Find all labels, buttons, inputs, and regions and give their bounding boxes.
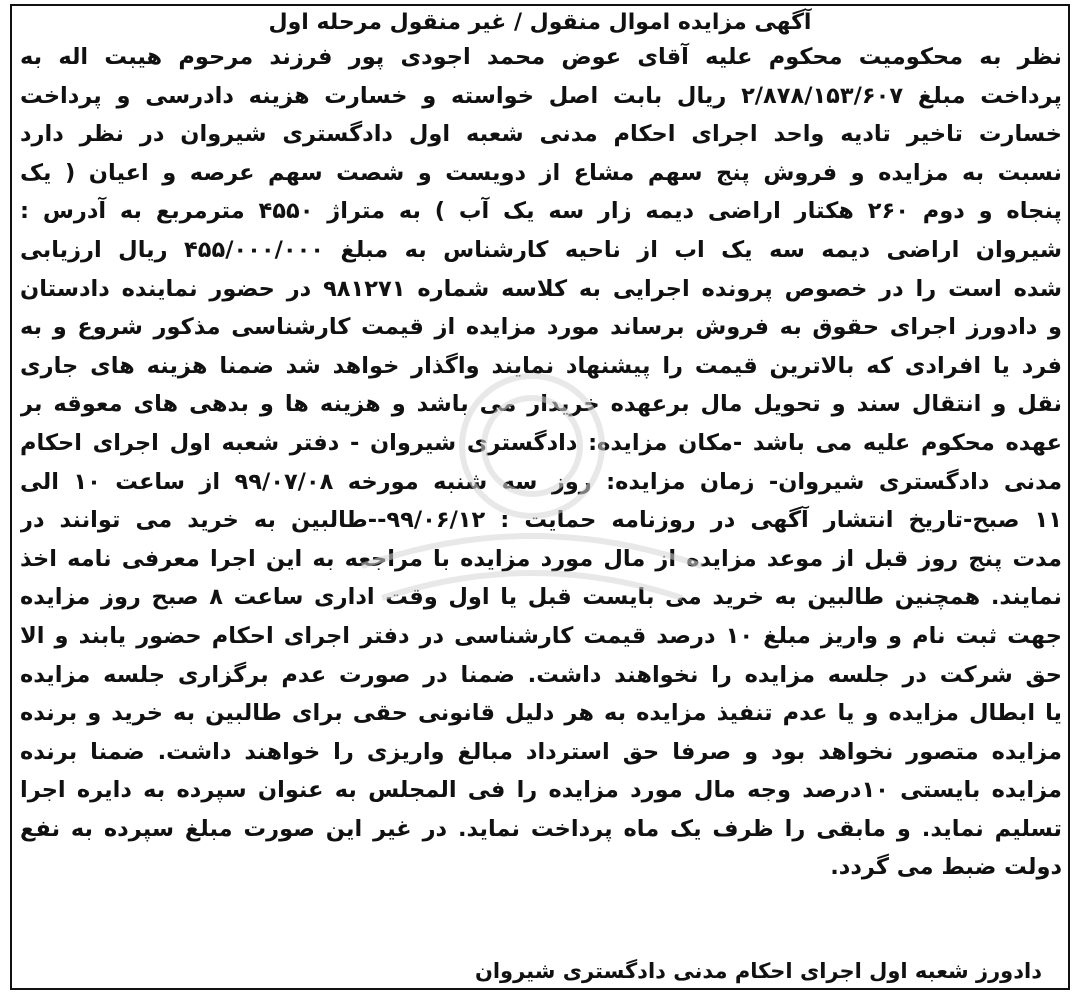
notice-line: نظر به محکومیت محکوم علیه آقای عوض محمد اجودی پور فرزند مرحوم هیبت اله به: [20, 44, 1062, 70]
notice-line: نسبت به مزایده و فروش پنج سهم مشاع از دویست و شصت سهم عرصه و اعیان ( یک: [20, 159, 1062, 186]
notice-line: عهده محکوم علیه می باشد -مکان مزایده: دادگستری شیروان - دفتر شعبه اول اجرای احکام: [20, 429, 1062, 456]
notice-line: فرد یا افرادی که بالاترین قیمت را پیشنهاد نمایند واگذار خواهد شد ضمنا هزینه های جاری: [20, 352, 1062, 379]
notice-line: مزایده بایستی ۱۰درصد وجه مال مورد مزایده را فی المجلس به عنوان سپرده به دایره اجرا: [20, 777, 1062, 804]
notice-line: جهت ثبت نام و واریز مبلغ ۱۰ درصد قیمت کارشناسی در دفتر اجرای احکام حضور یابند و الا: [20, 622, 1062, 649]
notice-line: حق شرکت در جلسه مزایده را نخواهند داشت. ضمنا در صورت عدم برگزاری جلسه مزایده: [20, 661, 1062, 688]
notice-line: پنجاه و دوم ۲۶۰ هکتار اراضی دیمه زار سه یک آب ) به متراژ ۴۵۵۰ مترمربع به آدرس :: [20, 198, 1062, 225]
notice-line: تسلیم نماید. و مابقی را ظرف یک ماه پرداخت نماید. در غیر این صورت مبلغ سپرده به نفع: [20, 815, 1062, 842]
notice-line: و دادورز اجرای حقوق به فروش برساند مورد مزایده از قیمت کارشناسی مذکور شروع و به: [20, 314, 1062, 341]
notice-line: شیروان اراضی دیمه سه یک اب از ناحیه کارشناس به مبلغ ۴۵۵/۰۰۰/۰۰۰ ریال ارزیابی: [20, 236, 1062, 263]
notice-line: مزایده متصور نخواهد بود و صرفا حق استرداد مبالغ واریزی را خواهند داشت. ضمنا برنده: [20, 738, 1062, 765]
notice-line: پرداخت مبلغ ۲/۸۷۸/۱۵۳/۶۰۷ ریال بابت اصل خواسته و خسارت هزینه دادرسی و پرداخت: [20, 82, 1062, 109]
auction-notice: [10, 4, 1070, 990]
notice-line: یا ابطال مزایده و یا عدم تنفیذ مزایده به هر دلیل قانونی حقی برای طالبین به خرید و برنده: [20, 700, 1062, 727]
notice-body: [12, 38, 1068, 887]
notice-line: مدنی دادگستری شیروان- زمان مزایده: روز سه شنبه مورخه ۹۹/۰۷/۰۸ از ساعت ۱۰ الی: [20, 468, 1062, 495]
signature-line: دادورز شعبه اول اجرای احکام مدنی دادگستری شیروان: [474, 959, 1042, 983]
notice-line: نمایند. همچنین طالبین به خرید می بایست قبل یا اول وقت اداری ساعت ۸ صبح روز مزایده: [20, 584, 1062, 611]
notice-line: نقل و انتقال سند و تحویل مال برعهده خریدار می باشد و هزینه ها و بدهی های معوقه بر: [20, 391, 1062, 418]
notice-line: ۱۱ صبح-تاریخ انتشار آگهی در روزنامه حمایت : ۹۹/۰۶/۱۲--طالبین به خرید می توانند در: [20, 507, 1062, 534]
notice-line: دولت ضبط می گردد.: [830, 854, 1062, 881]
notice-line: مدت پنج روز قبل از موعد مزایده از مال مورد مزایده با مراجعه به این اجرا معرفی نامه اخذ: [20, 545, 1062, 572]
notice-title: آگهی مزایده اموال منقول / غیر منقول مرحله اول: [268, 10, 812, 35]
notice-line: خسارت تاخیر تادیه واحد اجرای احکام مدنی شعبه اول دادگستری شیروان در نظر دارد: [20, 121, 1062, 148]
notice-line: شده است را در خصوص پرونده اجرایی به کلاسه شماره ۹۸۱۲۷۱ در حضور نماینده دادستان: [20, 275, 1062, 302]
